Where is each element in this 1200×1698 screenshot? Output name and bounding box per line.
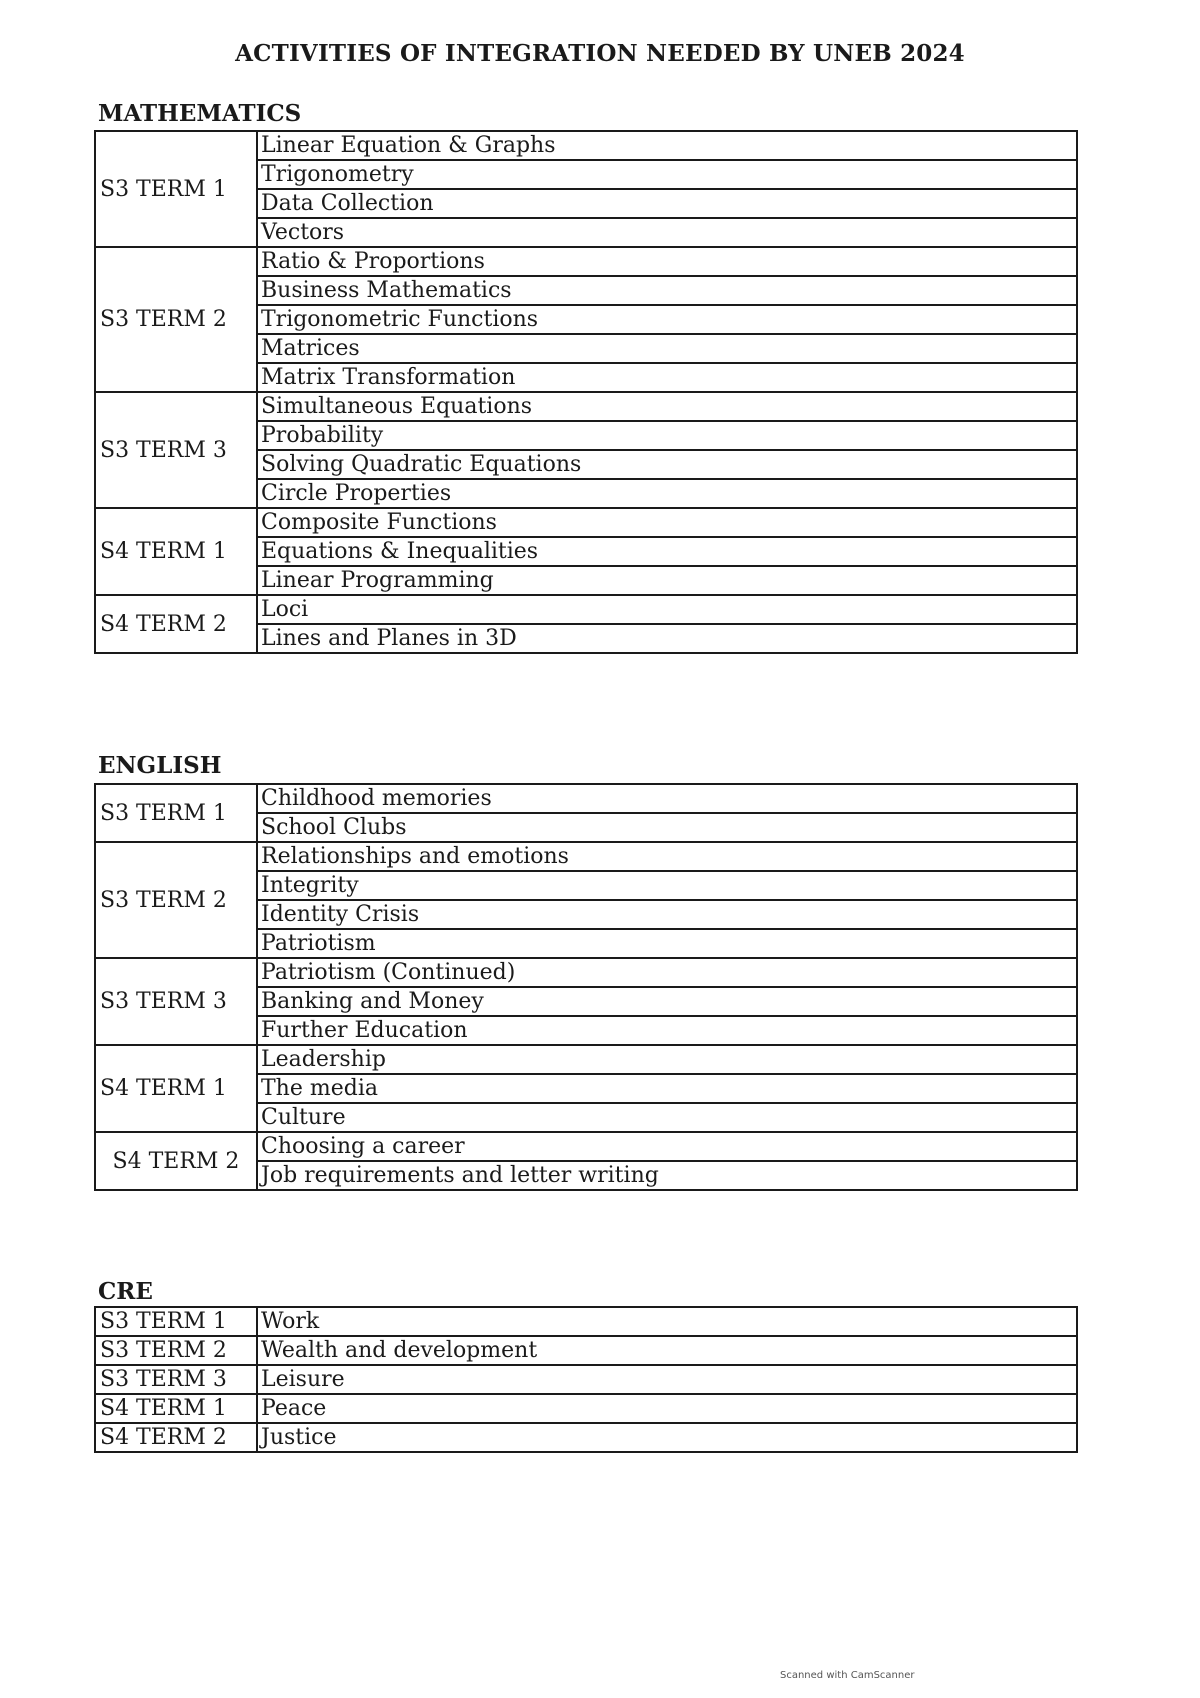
- topic-cell: Lines and Planes in 3D: [257, 624, 1077, 653]
- mathematics-heading: MATHEMATICS: [98, 100, 302, 127]
- english-table: [94, 783, 1078, 1191]
- term-label: S3 TERM 3: [95, 958, 257, 1045]
- topic-cell: Banking and Money: [257, 987, 1077, 1016]
- table-row: [95, 842, 1077, 871]
- term-label: S4 TERM 1: [95, 1045, 257, 1132]
- topic-cell: Relationships and emotions: [257, 842, 1077, 871]
- term-label: S4 TERM 1: [95, 508, 257, 595]
- topic-cell: Equations & Inequalities: [257, 537, 1077, 566]
- table-row: [95, 595, 1077, 624]
- topic-cell: Identity Crisis: [257, 900, 1077, 929]
- table-row: [95, 392, 1077, 421]
- topic-cell: Loci: [257, 595, 1077, 624]
- term-label: S3 TERM 2: [95, 842, 257, 958]
- topic-cell: Choosing a career: [257, 1132, 1077, 1161]
- term-label: S4 TERM 2: [95, 1132, 257, 1190]
- table-row: [95, 508, 1077, 537]
- term-label: S4 TERM 2: [95, 595, 257, 653]
- cre-heading: CRE: [98, 1278, 153, 1305]
- table-row: [95, 1045, 1077, 1074]
- topic-cell: Probability: [257, 421, 1077, 450]
- topic-cell: Linear Equation & Graphs: [257, 131, 1077, 160]
- topic-cell: Ratio & Proportions: [257, 247, 1077, 276]
- topic-cell: Further Education: [257, 1016, 1077, 1045]
- topic-cell: Trigonometry: [257, 160, 1077, 189]
- topic-cell: Integrity: [257, 871, 1077, 900]
- topic-cell: Culture: [257, 1103, 1077, 1132]
- topic-cell: Patriotism: [257, 929, 1077, 958]
- cre-table: [94, 1306, 1078, 1453]
- english-heading: ENGLISH: [98, 752, 222, 779]
- table-row: [95, 958, 1077, 987]
- topic-cell: Composite Functions: [257, 508, 1077, 537]
- topic-cell: Circle Properties: [257, 479, 1077, 508]
- topic-cell: Matrices: [257, 334, 1077, 363]
- scanner-watermark: Scanned with CamScanner: [780, 1670, 915, 1681]
- topic-cell: The media: [257, 1074, 1077, 1103]
- topic-cell: Justice: [257, 1423, 1077, 1452]
- topic-cell: Leisure: [257, 1365, 1077, 1394]
- topic-cell: School Clubs: [257, 813, 1077, 842]
- term-label: S3 TERM 3: [95, 1365, 257, 1394]
- document-title: ACTIVITIES OF INTEGRATION NEEDED BY UNEB 2024: [235, 40, 965, 67]
- table-row: [95, 1132, 1077, 1161]
- term-label: S3 TERM 1: [95, 131, 257, 247]
- table-row: [95, 784, 1077, 813]
- term-label: S4 TERM 2: [95, 1423, 257, 1452]
- topic-cell: Linear Programming: [257, 566, 1077, 595]
- table-row: [95, 1365, 1077, 1394]
- term-label: S3 TERM 1: [95, 784, 257, 842]
- table-row: [95, 247, 1077, 276]
- topic-cell: Patriotism (Continued): [257, 958, 1077, 987]
- mathematics-table: [94, 130, 1078, 654]
- topic-cell: Leadership: [257, 1045, 1077, 1074]
- topic-cell: Vectors: [257, 218, 1077, 247]
- table-row: [95, 1394, 1077, 1423]
- term-label: S3 TERM 3: [95, 392, 257, 508]
- topic-cell: Childhood memories: [257, 784, 1077, 813]
- table-row: [95, 1307, 1077, 1336]
- topic-cell: Trigonometric Functions: [257, 305, 1077, 334]
- topic-cell: Wealth and development: [257, 1336, 1077, 1365]
- table-row: [95, 1336, 1077, 1365]
- term-label: S3 TERM 1: [95, 1307, 257, 1336]
- term-label: S3 TERM 2: [95, 1336, 257, 1365]
- topic-cell: Data Collection: [257, 189, 1077, 218]
- table-row: [95, 1423, 1077, 1452]
- topic-cell: Solving Quadratic Equations: [257, 450, 1077, 479]
- topic-cell: Simultaneous Equations: [257, 392, 1077, 421]
- table-row: [95, 131, 1077, 160]
- term-label: S3 TERM 2: [95, 247, 257, 392]
- topic-cell: Peace: [257, 1394, 1077, 1423]
- topic-cell: Matrix Transformation: [257, 363, 1077, 392]
- topic-cell: Job requirements and letter writing: [257, 1161, 1077, 1190]
- topic-cell: Work: [257, 1307, 1077, 1336]
- topic-cell: Business Mathematics: [257, 276, 1077, 305]
- term-label: S4 TERM 1: [95, 1394, 257, 1423]
